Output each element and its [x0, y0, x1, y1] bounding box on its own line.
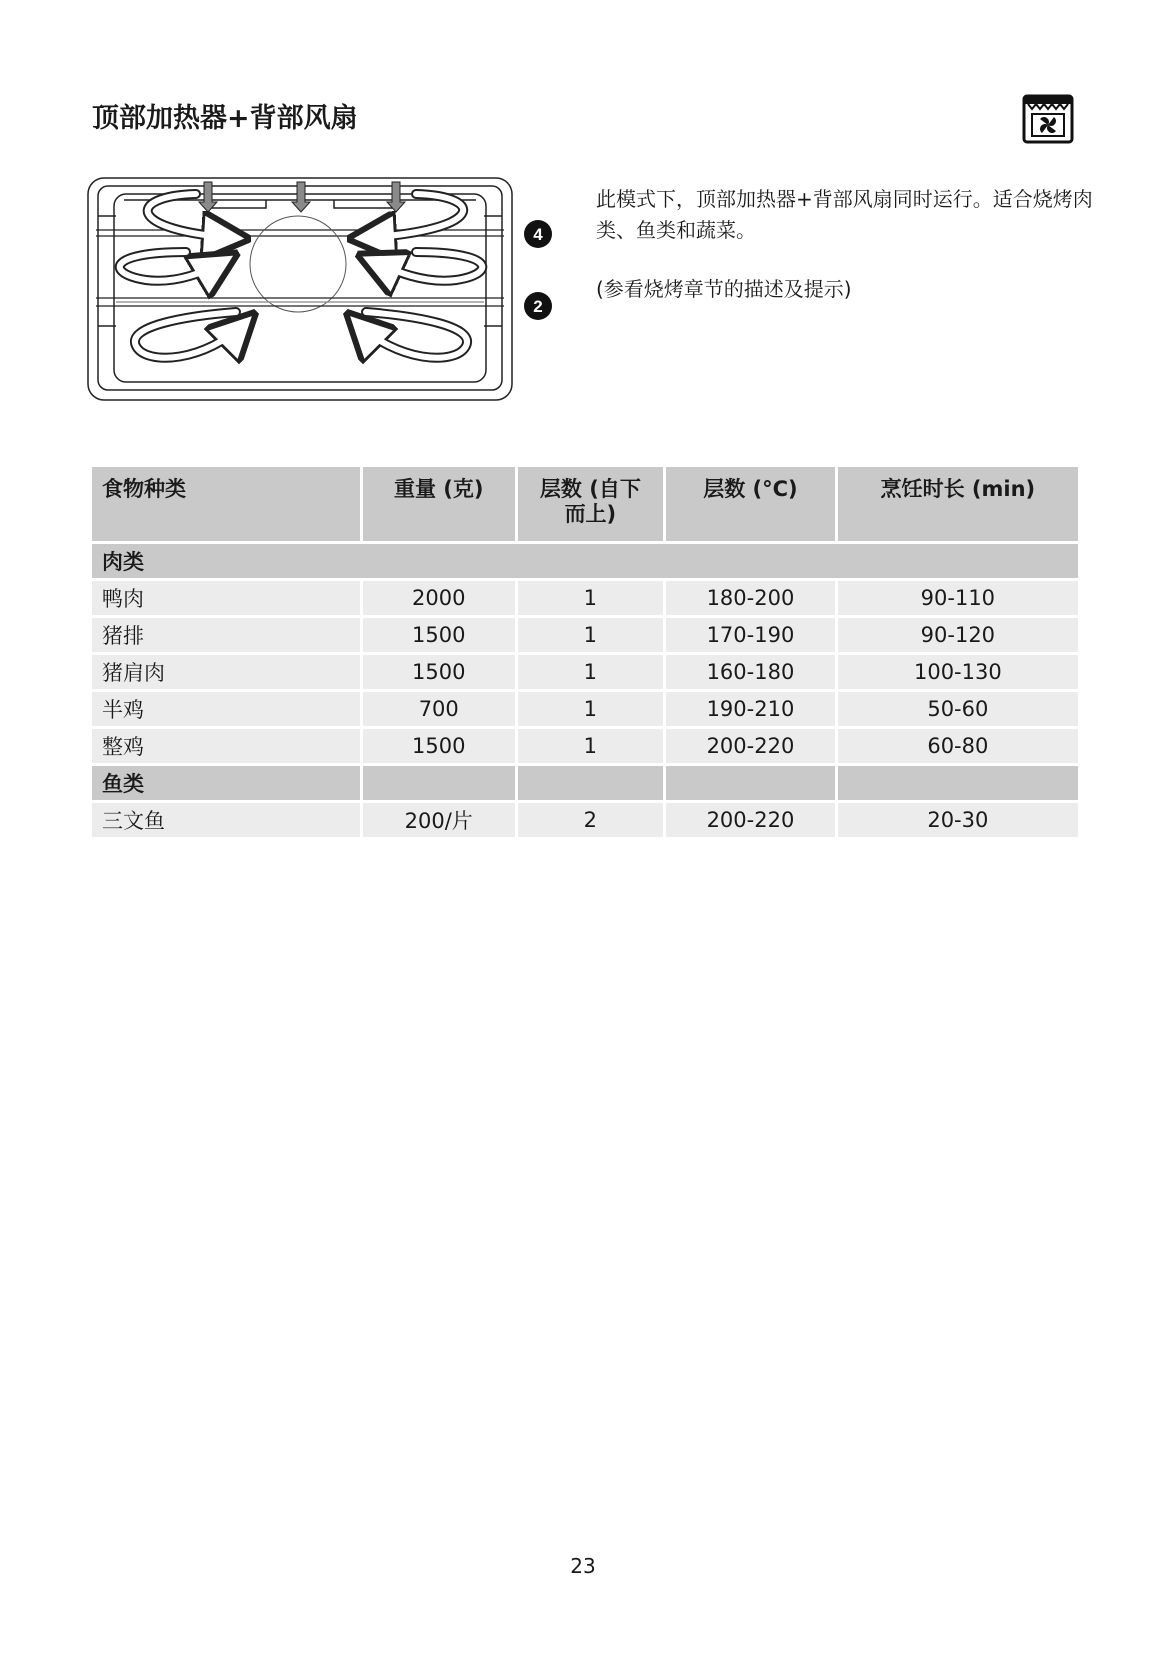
description-text: 此模式下，顶部加热器+背部风扇同时运行。适合烧烤肉类、鱼类和蔬菜。	[596, 187, 1093, 242]
category-label: 鱼类	[91, 765, 362, 802]
cell-temperature: 190-210	[665, 691, 837, 728]
cell-food: 猪排	[91, 617, 362, 654]
cooking-table	[89, 464, 1081, 840]
cell-food: 鸭肉	[91, 580, 362, 617]
cell-time: 90-110	[836, 580, 1079, 617]
airflow-arrows	[120, 194, 483, 358]
cell-shelf: 1	[516, 617, 665, 654]
oven-airflow-diagram	[86, 176, 572, 420]
header-food-type: 食物种类	[91, 466, 362, 543]
category-row-meat	[91, 543, 1080, 580]
cell-shelf: 1	[516, 728, 665, 765]
oven-rack-upper	[96, 230, 504, 236]
cell-food: 整鸡	[91, 728, 362, 765]
category-label: 肉类	[91, 543, 1080, 580]
table-row	[91, 802, 1080, 839]
cell-weight: 200/片	[361, 802, 516, 839]
header-shelf: 层数 (自下而上)	[516, 466, 665, 543]
cell-time: 60-80	[836, 728, 1079, 765]
cell-temperature: 160-180	[665, 654, 837, 691]
page-number: 23	[570, 1554, 596, 1578]
table-row	[91, 691, 1080, 728]
cell-shelf: 1	[516, 691, 665, 728]
category-empty-cell	[665, 765, 837, 802]
table-row	[91, 580, 1080, 617]
table-header-row	[91, 466, 1080, 543]
header-temperature: 层数 (°C)	[665, 466, 837, 543]
oven-tray-lower	[96, 298, 504, 306]
category-empty-cell	[516, 765, 665, 802]
cell-weight: 1500	[361, 617, 516, 654]
table-row	[91, 728, 1080, 765]
category-empty-cell	[836, 765, 1079, 802]
top-heater-back-fan-mode-icon	[1022, 94, 1074, 144]
cell-shelf: 1	[516, 580, 665, 617]
category-empty-cell	[361, 765, 516, 802]
cell-time: 90-120	[836, 617, 1079, 654]
page-title: 顶部加热器+背部风扇	[92, 103, 358, 134]
table-row	[91, 617, 1080, 654]
cell-temperature: 200-220	[665, 802, 837, 839]
cell-weight: 700	[361, 691, 516, 728]
cell-food: 猪肩肉	[91, 654, 362, 691]
cell-time: 50-60	[836, 691, 1079, 728]
shelf-marker-4	[524, 220, 552, 248]
cell-shelf: 2	[516, 802, 665, 839]
header-weight: 重量 (克)	[361, 466, 516, 543]
shelf-marker-4-label: 4	[533, 225, 543, 244]
cell-time: 20-30	[836, 802, 1079, 839]
description-note: (参看烧烤章节的描述及提示)	[596, 277, 852, 301]
cell-time: 100-130	[836, 654, 1079, 691]
cell-food: 三文鱼	[91, 802, 362, 839]
shelf-marker-2	[524, 292, 552, 320]
cell-weight: 1500	[361, 654, 516, 691]
cell-temperature: 200-220	[665, 728, 837, 765]
category-row-fish	[91, 765, 1080, 802]
cell-shelf: 1	[516, 654, 665, 691]
cell-food: 半鸡	[91, 691, 362, 728]
cell-temperature: 170-190	[665, 617, 837, 654]
cell-weight: 2000	[361, 580, 516, 617]
shelf-marker-2-label: 2	[533, 297, 543, 316]
cell-weight: 1500	[361, 728, 516, 765]
mode-description	[596, 184, 1096, 305]
table-row	[91, 654, 1080, 691]
header-cooking-time: 烹饪时长 (min)	[836, 466, 1079, 543]
cell-temperature: 180-200	[665, 580, 837, 617]
